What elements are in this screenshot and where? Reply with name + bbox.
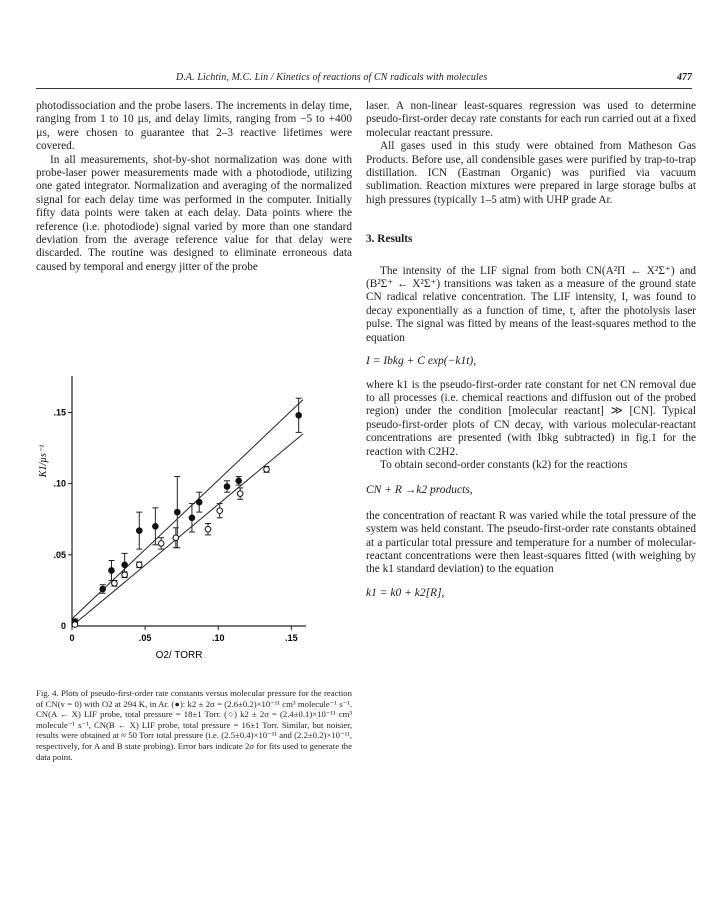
data-point-open [136,562,142,568]
data-point-filled [296,413,302,419]
x-tick-label: .05 [138,633,152,643]
data-point-filled [175,509,181,515]
fit-line [72,400,303,619]
data-point-open [112,580,118,586]
fit-line [72,434,303,626]
right-paragraph-5: To obtain second-order constants (k2) for the reactions [380,458,628,471]
y-axis-label: K1/µs⁻¹ [38,444,49,478]
x-axis-label: O2/ TORR [155,650,203,661]
data-point-open [217,508,223,514]
page-header [36,72,692,89]
right-paragraph-3: The intensity of the LIF signal from both CN(A²Π ← X²Σ⁺) and (B²Σ⁺ ← X²Σ⁺) transitions was taken as a measure of the ground state CN radical relative concentration. The LIF intensity, I, was found to decay exponentially as a function of time, t, after the photolysis laser pulse. The signal was fitted by means of the least-squares method to the equation [366,264,696,344]
data-point-filled [153,524,159,530]
right-paragraph-1: laser. A non-linear least-squares regression was used to determine pseudo-first-order decay rate constants for each run carried out at a fixed molecular reactant pressure. [366,100,696,139]
right-paragraph-6: the concentration of reactant R was varied while the total pressure of the system was held constant. The pseudo-first-order rate constants obtained at a particular total pressure and temperature for a number of molecular-reactant concentrations were then least-squares fitted (with weighing by the k1 standard deviation) to the equation [366,509,696,576]
left-column [36,100,352,274]
data-point-open [122,572,128,578]
data-point-filled [196,499,202,505]
equation-2: CN + R →k2 products, [366,484,473,497]
data-point-filled [136,528,142,534]
data-point-filled [189,515,195,521]
y-tick-label: 0 [60,621,66,631]
y-tick-label: .05 [53,549,66,560]
data-point-open [205,526,211,532]
figure-caption-text: Fig. 4. Plots of pseudo-first-order rate constants versus molecular pressure for the reaction of CN(v = 0) with O2 at 294 K, in Ar. (●): k2 ± 2σ = (2.6±0.2)×10⁻¹¹ cm³ molecule⁻¹ s⁻¹. CN(A ← X) LIF probe, total pressure = 18±1 Torr. (○) k2 ± 2σ = (2.4±0.1)×10⁻¹¹ cm³ molecule⁻¹ s⁻¹, CN(B ← X) LIF probe, total pressure = 16±1 Torr. Similar, but noisier, results were obtained at ≈ 50 Torr total pressure (i.e. (2.5±0.4)×10⁻¹¹ and (2.2±0.2)×10⁻¹¹, respectively, for A and B state probing). Error bars indicate 2σ for fits used to generate the data point. [36,688,352,762]
figure-4 [36,364,352,684]
k1-vs-o2-chart [36,364,352,684]
y-tick-label: .15 [53,407,66,418]
left-paragraph-2: In all measurements, shot-by-shot normalization was done with probe-laser power measurements made with a photodiode, utilizing one gated integrator. Normalization and averaging of the normalized signal for each delay time was performed in the computer. Initially fifty data points were taken at each delay. Data points where the reference (i.e. photodiode) signal varied by more than one standard deviation from the average reference value for that delay were discarded. The routine was designed to eliminate erroneous data caused by temporal and energy jitter of the probe [36,153,352,273]
data-point-open [237,491,243,497]
y-tick-label: .10 [53,478,66,489]
right-paragraph-4: where k1 is the pseudo-first-order rate constant for net CN removal due to all processes (i.e. chemical reactions and diffusion out of the probed region) under the condition [molecular reactant] ≫ [CN]. Typical pseudo-first-order plots of CN decay, with various molecular-reactant concentrations are presented (with Ibkg subtracted) in fig.1 for the reaction with C2H2. [366,378,696,458]
running-head: D.A. Lichtin, M.C. Lin / Kinetics of reactions of CN radicals with molecules [176,72,488,83]
x-tick-label: .15 [285,633,298,643]
x-tick-label: .10 [211,633,225,643]
data-point-filled [122,562,128,568]
equation-3: k1 = k0 + k2[R], [366,586,445,599]
page-number: 477 [677,72,692,83]
right-column [366,100,696,600]
data-point-open [158,541,164,547]
figure-caption [36,688,352,762]
data-point-filled [100,586,106,592]
data-point-open [264,467,270,473]
left-paragraph-1: photodissociation and the probe lasers. The increments in delay time, ranging from 1 to 10 µs, and delay limits, ranging from −5 to +400 µs, were chosen to guarantee that 2–3 reactive lifetimes were covered. [36,100,352,153]
x-tick-label: 0 [69,633,75,643]
data-point-open [173,535,179,541]
data-point-open [72,622,78,628]
data-point-filled [236,478,242,484]
section-heading-results: 3. Results [366,233,413,246]
equation-1: I = Ibkg + C exp(−k1t), [366,355,477,368]
data-point-filled [224,484,230,490]
right-paragraph-2: All gases used in this study were obtained from Matheson Gas Products. Before use, all condensible gases were purified by trap-to-trap distillation. ICN (Eastman Organic) was purified via vacuum sublimation. Reaction mixtures were prepared in large storage bulbs at high pressures (typically 1–5 atm) with UHP grade Ar. [366,140,696,206]
data-point-filled [109,568,115,574]
